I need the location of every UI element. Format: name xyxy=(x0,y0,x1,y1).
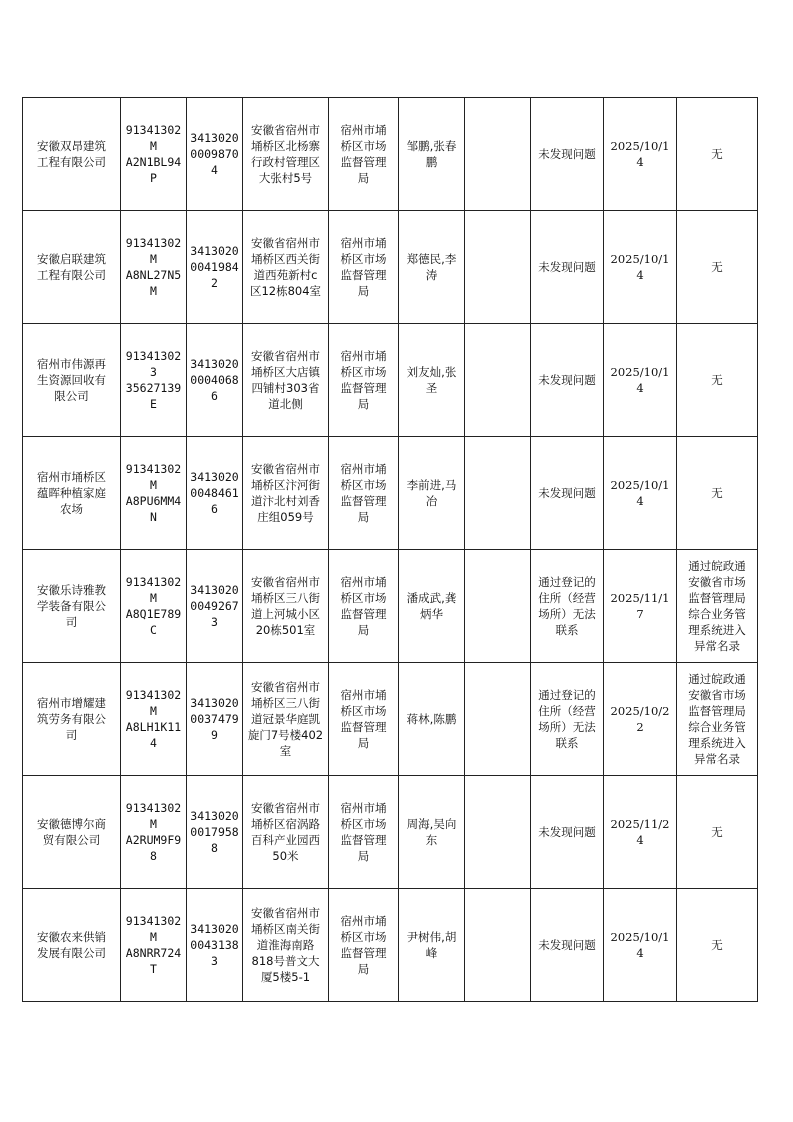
handling-cell: 无 xyxy=(677,211,758,324)
table-row xyxy=(23,324,758,437)
company-name-cell: 安徽德博尔商 贸有限公司 xyxy=(23,776,121,889)
authority-cell: 宿州市埇 桥区市场 监督管理 局 xyxy=(329,776,399,889)
credit-code-cell: 91341302M A8LH1K114 xyxy=(121,663,187,776)
table-row xyxy=(23,550,758,663)
company-name-cell: 宿州市增耀建 筑劳务有限公 司 xyxy=(23,663,121,776)
authority-cell: 宿州市埇 桥区市场 监督管理 局 xyxy=(329,889,399,1002)
address-cell: 安徽省宿州市 埇桥区三八街 道上河城小区 20栋501室 xyxy=(243,550,329,663)
authority-cell: 宿州市埇 桥区市场 监督管理 局 xyxy=(329,663,399,776)
inspectors-cell: 潘成武,龚 炳华 xyxy=(399,550,465,663)
authority-cell: 宿州市埇 桥区市场 监督管理 局 xyxy=(329,98,399,211)
inspection-result-cell: 通过登记的 住所（经营 场所）无法 联系 xyxy=(531,550,604,663)
inspection-result-cell: 未发现问题 xyxy=(531,776,604,889)
inspection-date-cell: 2025/10/22 xyxy=(604,663,677,776)
registration-number-cell: 3413020 0009870 4 xyxy=(187,98,243,211)
inspection-results-table xyxy=(22,97,758,1002)
inspection-date-cell: 2025/10/14 xyxy=(604,98,677,211)
address-cell: 安徽省宿州市 埇桥区三八街 道冠景华庭凯 旋门7号楼402 室 xyxy=(243,663,329,776)
empty-cell xyxy=(465,211,531,324)
inspection-date-cell: 2025/10/14 xyxy=(604,211,677,324)
table-row xyxy=(23,437,758,550)
inspectors-cell: 李前进,马 冶 xyxy=(399,437,465,550)
table-row xyxy=(23,211,758,324)
registration-number-cell: 3413020 0043138 3 xyxy=(187,889,243,1002)
registration-number-cell: 3413020 0017958 8 xyxy=(187,776,243,889)
empty-cell xyxy=(465,324,531,437)
empty-cell xyxy=(465,663,531,776)
empty-cell xyxy=(465,437,531,550)
handling-cell: 无 xyxy=(677,98,758,211)
inspection-result-cell: 通过登记的 住所（经营 场所）无法 联系 xyxy=(531,663,604,776)
registration-number-cell: 3413020 0037479 9 xyxy=(187,663,243,776)
registration-number-cell: 3413020 0004068 6 xyxy=(187,324,243,437)
inspectors-cell: 邹鹏,张春 鹏 xyxy=(399,98,465,211)
registration-number-cell: 3413020 0049267 3 xyxy=(187,550,243,663)
address-cell: 安徽省宿州市 埇桥区大店镇 四铺村303省 道北侧 xyxy=(243,324,329,437)
inspection-result-cell: 未发现问题 xyxy=(531,889,604,1002)
company-name-cell: 宿州市埇桥区 蕴晖种植家庭 农场 xyxy=(23,437,121,550)
inspection-date-cell: 2025/10/14 xyxy=(604,889,677,1002)
handling-cell: 通过皖政通 安徽省市场 监督管理局 综合业务管 理系统进入 异常名录 xyxy=(677,663,758,776)
address-cell: 安徽省宿州市 埇桥区西关街 道西苑新村c 区12栋804室 xyxy=(243,211,329,324)
inspectors-cell: 周海,吴向 东 xyxy=(399,776,465,889)
handling-cell: 无 xyxy=(677,776,758,889)
company-name-cell: 宿州市伟源再 生资源回收有 限公司 xyxy=(23,324,121,437)
authority-cell: 宿州市埇 桥区市场 监督管理 局 xyxy=(329,211,399,324)
handling-cell: 通过皖政通 安徽省市场 监督管理局 综合业务管 理系统进入 异常名录 xyxy=(677,550,758,663)
table-row xyxy=(23,776,758,889)
credit-code-cell: 91341302M A2N1BL94P xyxy=(121,98,187,211)
credit-code-cell: 913413023 35627139E xyxy=(121,324,187,437)
handling-cell: 无 xyxy=(677,889,758,1002)
credit-code-cell: 91341302M A8NRR724T xyxy=(121,889,187,1002)
inspection-result-cell: 未发现问题 xyxy=(531,437,604,550)
credit-code-cell: 91341302M A8NL27N5M xyxy=(121,211,187,324)
inspection-result-cell: 未发现问题 xyxy=(531,211,604,324)
empty-cell xyxy=(465,98,531,211)
inspection-date-cell: 2025/10/14 xyxy=(604,437,677,550)
table-body xyxy=(23,98,758,1002)
credit-code-cell: 91341302M A8PU6MM4N xyxy=(121,437,187,550)
company-name-cell: 安徽启联建筑 工程有限公司 xyxy=(23,211,121,324)
credit-code-cell: 91341302M A8Q1E789C xyxy=(121,550,187,663)
company-name-cell: 安徽农来供销 发展有限公司 xyxy=(23,889,121,1002)
empty-cell xyxy=(465,776,531,889)
handling-cell: 无 xyxy=(677,437,758,550)
company-name-cell: 安徽双昂建筑 工程有限公司 xyxy=(23,98,121,211)
empty-cell xyxy=(465,550,531,663)
table-row xyxy=(23,889,758,1002)
inspectors-cell: 尹树伟,胡 峰 xyxy=(399,889,465,1002)
address-cell: 安徽省宿州市 埇桥区北杨寨 行政村管理区 大张村5号 xyxy=(243,98,329,211)
handling-cell: 无 xyxy=(677,324,758,437)
address-cell: 安徽省宿州市 埇桥区汴河街 道汴北村刘香 庄组059号 xyxy=(243,437,329,550)
inspection-result-cell: 未发现问题 xyxy=(531,324,604,437)
inspectors-cell: 郑德民,李 涛 xyxy=(399,211,465,324)
inspection-date-cell: 2025/11/24 xyxy=(604,776,677,889)
table-row xyxy=(23,98,758,211)
table-row xyxy=(23,663,758,776)
inspectors-cell: 蒋林,陈鹏 xyxy=(399,663,465,776)
credit-code-cell: 91341302M A2RUM9F98 xyxy=(121,776,187,889)
company-name-cell: 安徽乐诗雅教 学装备有限公 司 xyxy=(23,550,121,663)
address-cell: 安徽省宿州市 埇桥区宿涡路 百科产业园西 50米 xyxy=(243,776,329,889)
authority-cell: 宿州市埇 桥区市场 监督管理 局 xyxy=(329,324,399,437)
empty-cell xyxy=(465,889,531,1002)
inspectors-cell: 刘友灿,张 圣 xyxy=(399,324,465,437)
registration-number-cell: 3413020 0048461 6 xyxy=(187,437,243,550)
authority-cell: 宿州市埇 桥区市场 监督管理 局 xyxy=(329,437,399,550)
inspection-result-cell: 未发现问题 xyxy=(531,98,604,211)
inspection-date-cell: 2025/11/17 xyxy=(604,550,677,663)
authority-cell: 宿州市埇 桥区市场 监督管理 局 xyxy=(329,550,399,663)
registration-number-cell: 3413020 0041984 2 xyxy=(187,211,243,324)
address-cell: 安徽省宿州市 埇桥区南关街 道淮海南路 818号普文大 厦5楼5-1 xyxy=(243,889,329,1002)
inspection-date-cell: 2025/10/14 xyxy=(604,324,677,437)
